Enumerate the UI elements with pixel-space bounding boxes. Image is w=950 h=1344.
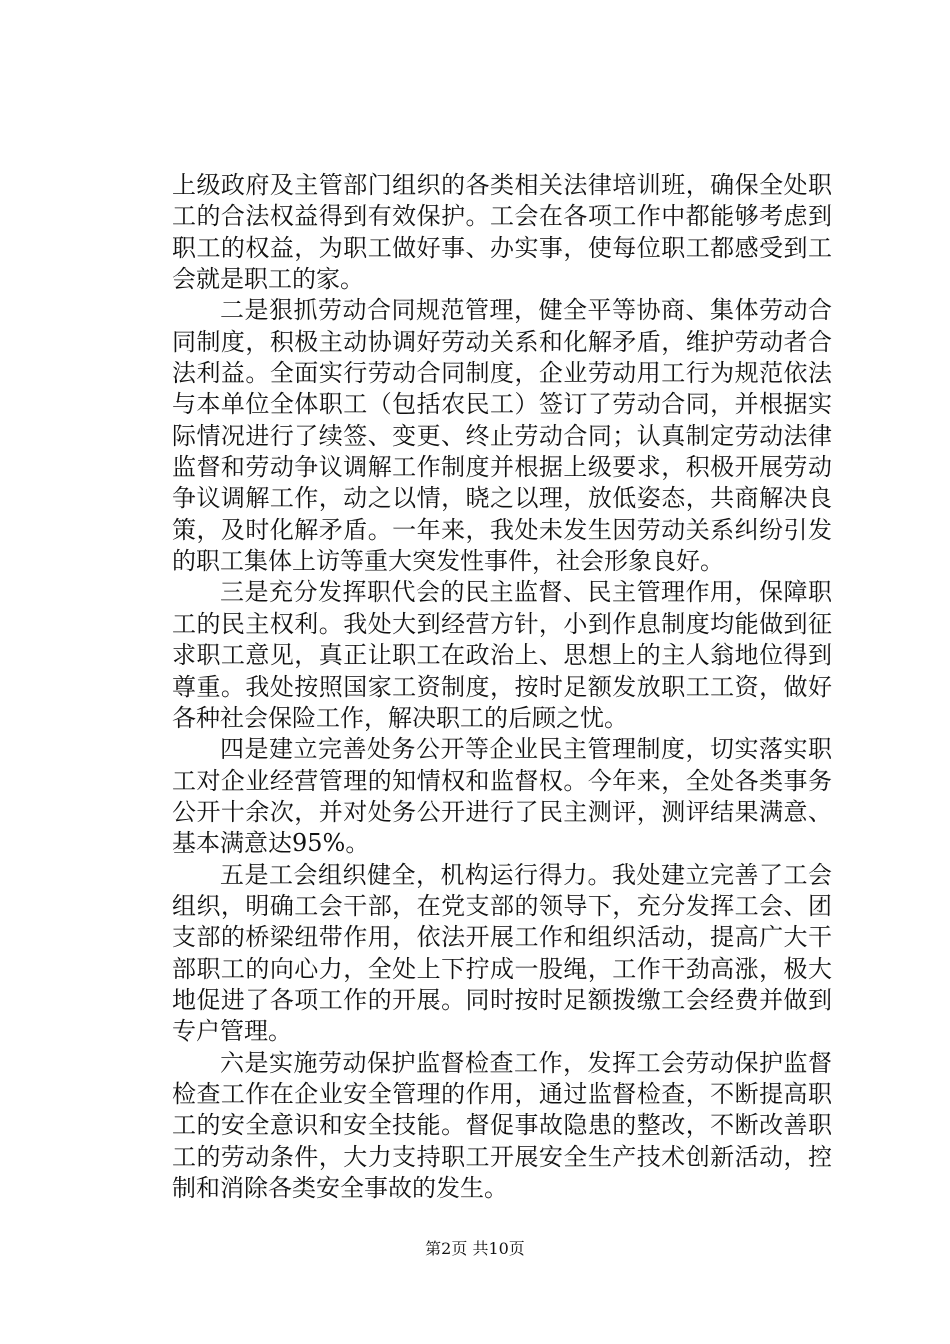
text-line: 尊重。我处按照国家工资制度，按时足额发放职工工资，做好 [172,672,832,701]
text-line: 六是实施劳动保护监督检查工作，发挥工会劳动保护监督 [220,1048,832,1077]
text-line: 制和消除各类安全事故的发生。 [172,1174,508,1202]
text-line: 际情况进行了续签、变更、终止劳动合同；认真制定劳动法律 [172,421,832,450]
text-line: 监督和劳动争议调解工作制度并根据上级要求，积极开展劳动 [172,453,832,482]
text-line: 工的劳动条件，大力支持职工开展安全生产技术创新活动，控 [172,1142,832,1171]
text-line: 求职工意见，真正让职工在政治上、思想上的主人翁地位得到 [172,641,832,670]
text-line: 专户管理。 [172,1017,292,1046]
text-line: 公开十余次，并对处务公开进行了民主测评，测评结果满意、 [172,797,832,826]
text-line: 上级政府及主管部门组织的各类相关法律培训班，确保全处职 [172,171,832,199]
text-line: 支部的桥梁纽带作用，依法开展工作和组织活动，提高广大干 [172,923,832,952]
text-line: 地促进了各项工作的开展。同时按时足额拨缴工会经费并做到 [172,985,832,1014]
text-line: 与本单位全体职工（包括农民工）签订了劳动合同，并根据实 [172,390,832,419]
text-line: 会就是职工的家。 [172,265,364,294]
text-line: 工的民主权利。我处大到经营方针，小到作息制度均能做到征 [172,609,832,638]
text-line: 部职工的向心力，全处上下拧成一股绳，工作干劲高涨，极大 [172,954,832,983]
document-body [172,170,832,1204]
text-line: 同制度，积极主动协调好劳动关系和化解矛盾，维护劳动者合 [172,327,832,356]
text-line: 工的合法权益得到有效保护。工会在各项工作中都能够考虑到 [172,202,832,231]
text-line: 争议调解工作，动之以情，晓之以理，放低姿态，共商解决良 [172,484,832,513]
text-line: 的职工集体上访等重大突发性事件，社会形象良好。 [172,547,724,576]
text-line: 职工的权益，为职工做好事、办实事，使每位职工都感受到工 [172,233,832,262]
text-line: 检查工作在企业安全管理的作用，通过监督检查，不断提高职 [172,1079,832,1108]
text-line: 工的安全意识和安全技能。督促事故隐患的整改，不断改善职 [172,1111,832,1140]
text-line: 三是充分发挥职代会的民主监督、民主管理作用，保障职 [220,578,832,607]
text-line: 组织，明确工会干部，在党支部的领导下，充分发挥工会、团 [172,891,832,920]
text-line: 各种社会保险工作，解决职工的后顾之忧。 [172,703,628,732]
text-line: 四是建立完善处务公开等企业民主管理制度，切实落实职 [220,735,832,764]
text-line: 五是工会组织健全，机构运行得力。我处建立完善了工会 [220,860,832,889]
text-line: 策，及时化解矛盾。一年来，我处未发生因劳动关系纠纷引发 [172,515,832,544]
page-footer: 第2页 共10页 [425,1239,525,1258]
text-line: 基本满意达95%。 [172,829,370,858]
text-line: 工对企业经营管理的知情权和监督权。今年来，全处各类事务 [172,766,832,795]
text-line: 法利益。全面实行劳动合同制度，企业劳动用工行为规范依法 [172,359,832,388]
text-line: 二是狠抓劳动合同规范管理，健全平等协商、集体劳动合 [220,296,832,325]
